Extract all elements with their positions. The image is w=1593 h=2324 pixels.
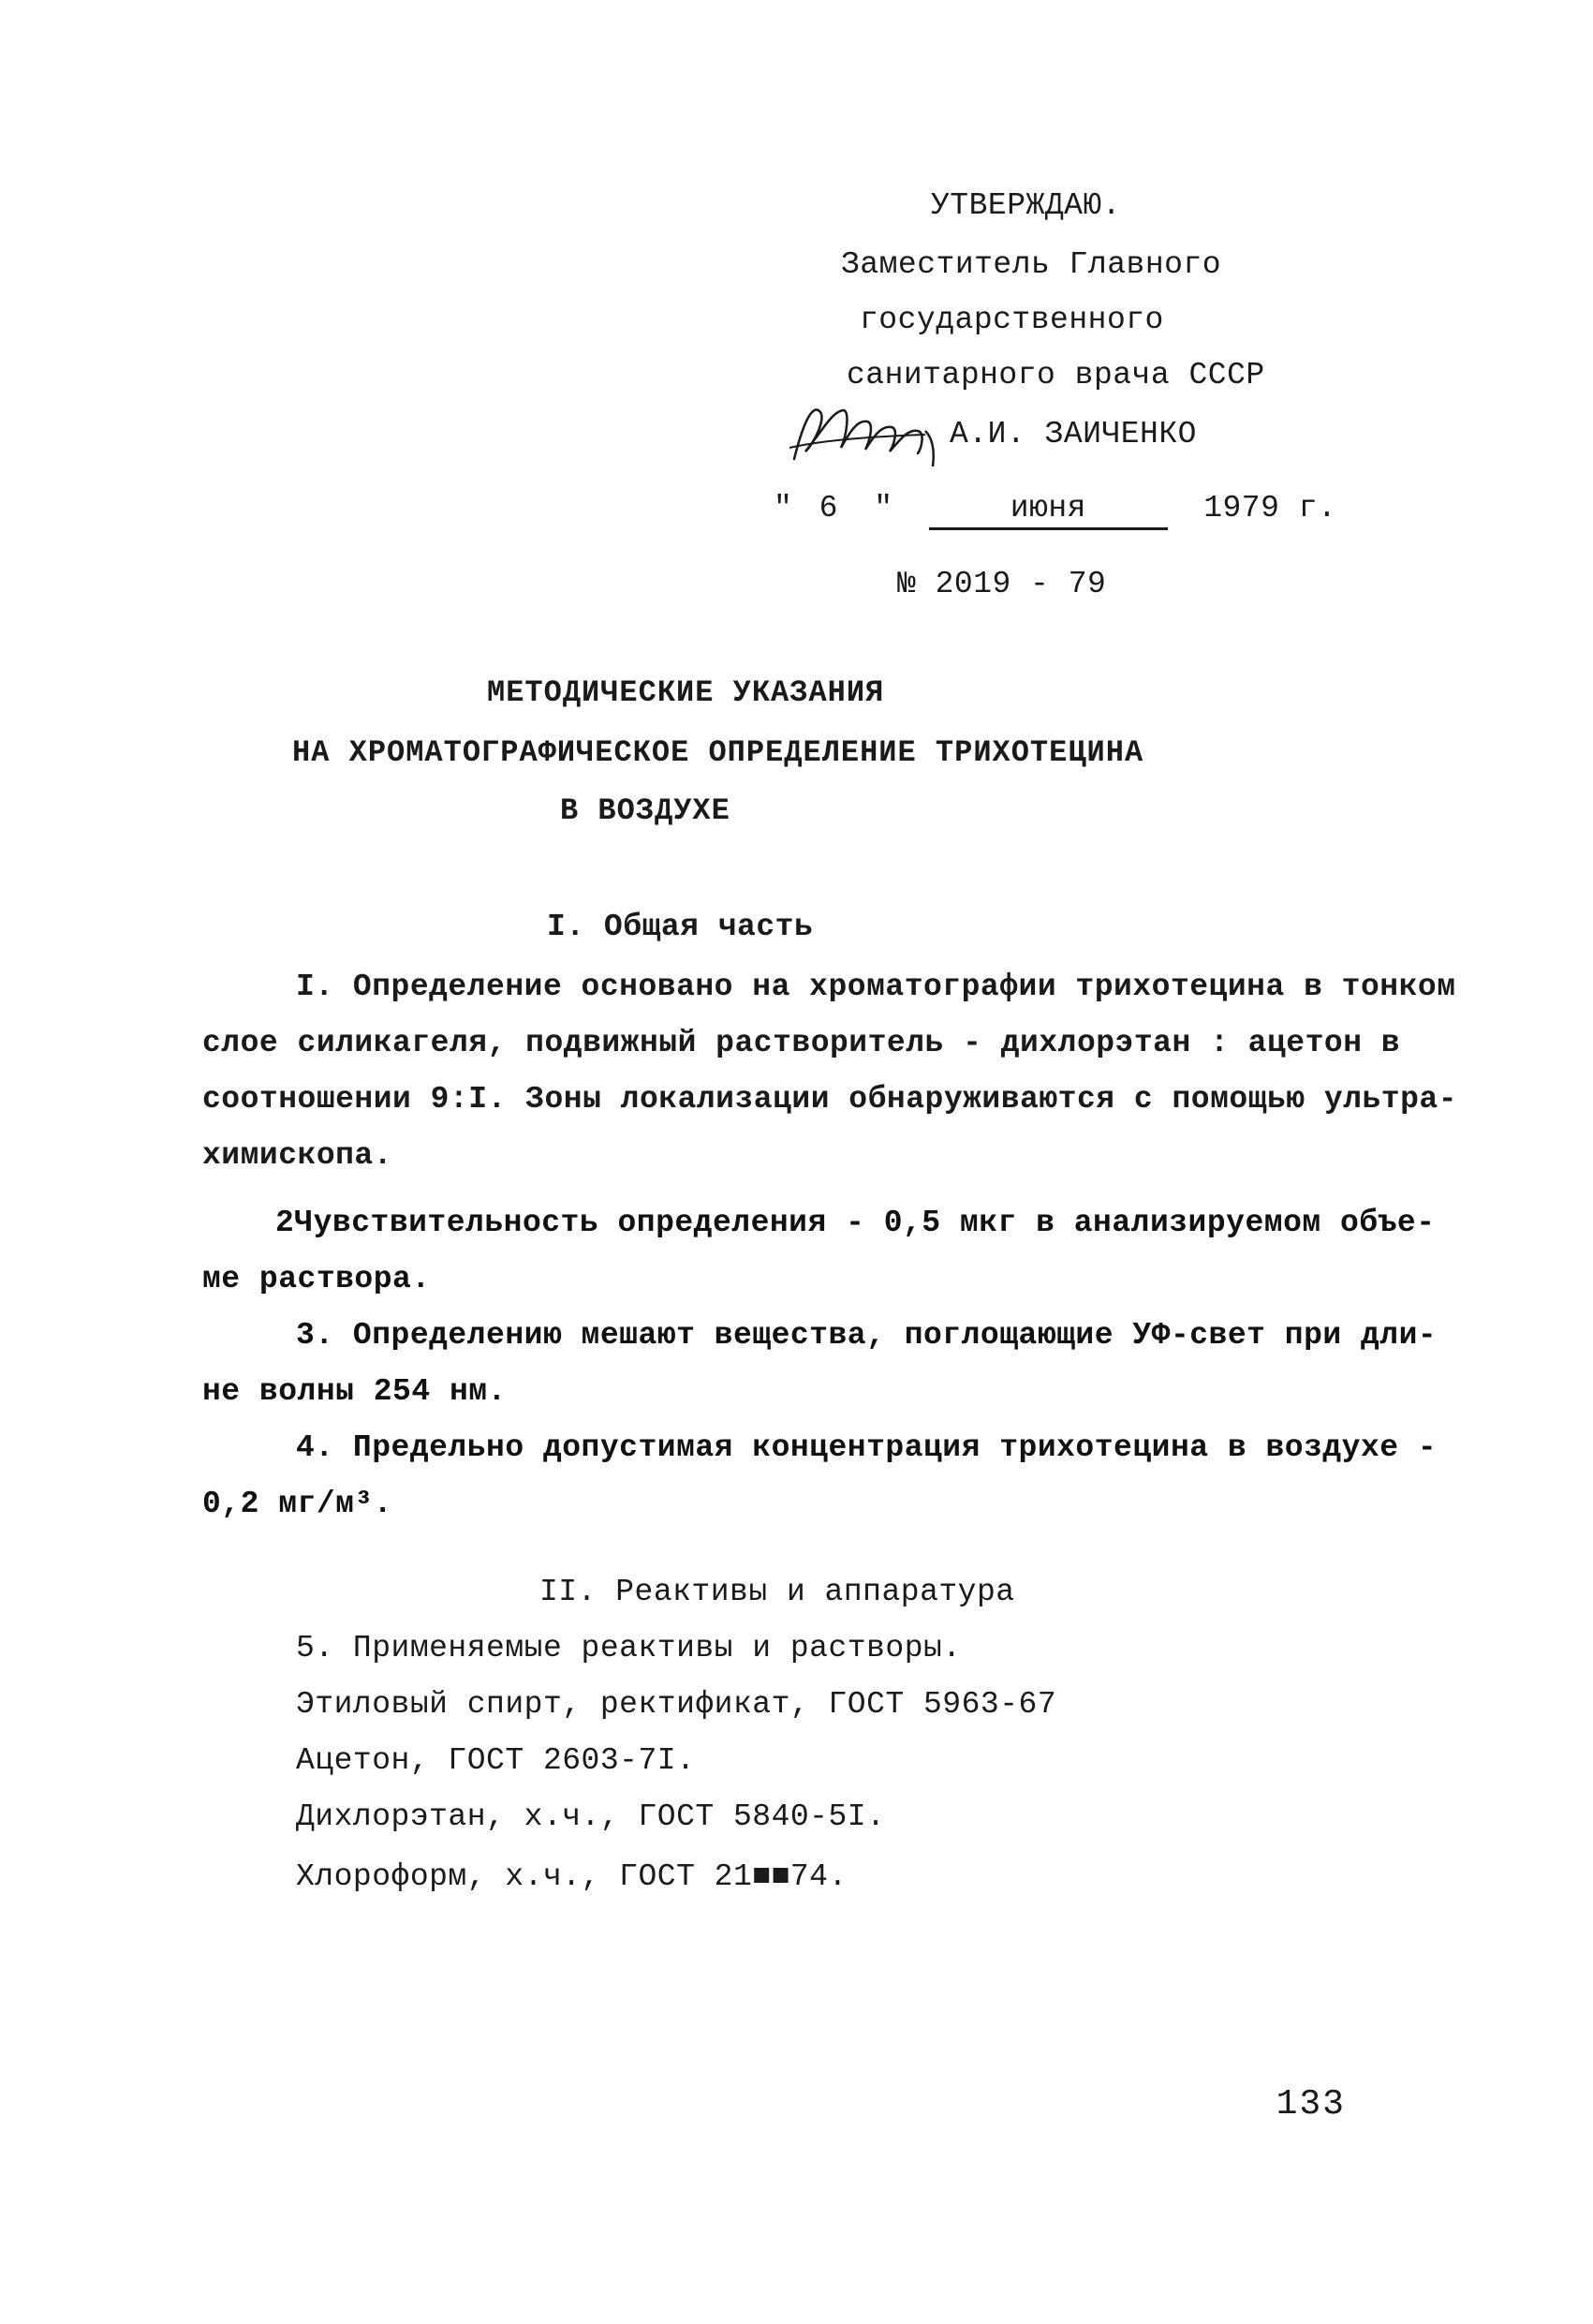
date-line [774,490,1336,530]
paragraph2-line1: 2Чувствительность определения - 0,5 мкг в анализируемом объе- [275,1206,1436,1240]
paragraph4-line2: 0,2 мг/м³. [202,1487,393,1521]
approval-heading: УТВЕРЖДАЮ. [931,188,1122,223]
section1-heading: I. Общая часть [547,910,814,944]
section2-heading: II. Реактивы и аппаратура [539,1575,1015,1609]
date-open-quote: " [774,491,793,525]
title-line1: МЕТОДИЧЕСКИЕ УКАЗАНИЯ [487,675,885,710]
approval-position-line2: государственного [860,303,1164,337]
paragraph3-line1: 3. Определению мешают вещества, поглощающие УФ-свет при дли- [296,1318,1438,1353]
document-number: № 2019 - 79 [897,567,1107,601]
title-line3: В ВОЗДУХЕ [560,793,730,828]
paragraph3-line2: не волны 254 нм. [202,1374,507,1409]
title-line2: НА ХРОМАТОГРАФИЧЕСКОЕ ОПРЕДЕЛЕНИЕ ТРИХОТЕЦИНА [292,735,1144,770]
reagent-chloroform: Хлороформ, х.ч., ГОСТ 21■■74. [296,1859,848,1894]
approval-position-line3: санитарного врача СССР [847,358,1265,392]
paragraph4-line1: 4. Предельно допустимая концентрация трихотецина в воздухе - [296,1430,1438,1465]
paragraph1-line4: химископа. [202,1138,393,1173]
reagent-dichloroethane: Дихлорэтан, х.ч., ГОСТ 5840-5I. [296,1799,886,1834]
page-number: 133 [1276,2084,1346,2124]
date-year: 1979 г. [1203,491,1337,525]
reagent-acetone: Ацетон, ГОСТ 2603-7I. [296,1743,696,1778]
reagent-ethanol: Этиловый спирт, ректификат, ГОСТ 5963-67 [296,1687,1057,1722]
date-month: июня [929,490,1168,530]
approver-name: А.И. ЗАИЧЕНКО [950,417,1197,451]
handwritten-signature [785,393,963,468]
paragraph1-line3: соотношении 9:I. Зоны локализации обнаруживаются с помощью ультра- [202,1082,1458,1117]
paragraph2-line2: ме раствора. [202,1262,431,1296]
paragraph1-line2: слое силикагеля, подвижный растворитель - дихлорэтан : ацетон в [202,1026,1401,1060]
item5-heading: 5. Применяемые реактивы и растворы. [296,1631,962,1665]
date-day: 6 [819,491,838,525]
date-close-quote: " [874,491,893,525]
approval-position-line1: Заместитель Главного [841,247,1222,282]
paragraph1-line1: I. Определение основано на хроматографии трихотецина в тонком [296,970,1456,1004]
